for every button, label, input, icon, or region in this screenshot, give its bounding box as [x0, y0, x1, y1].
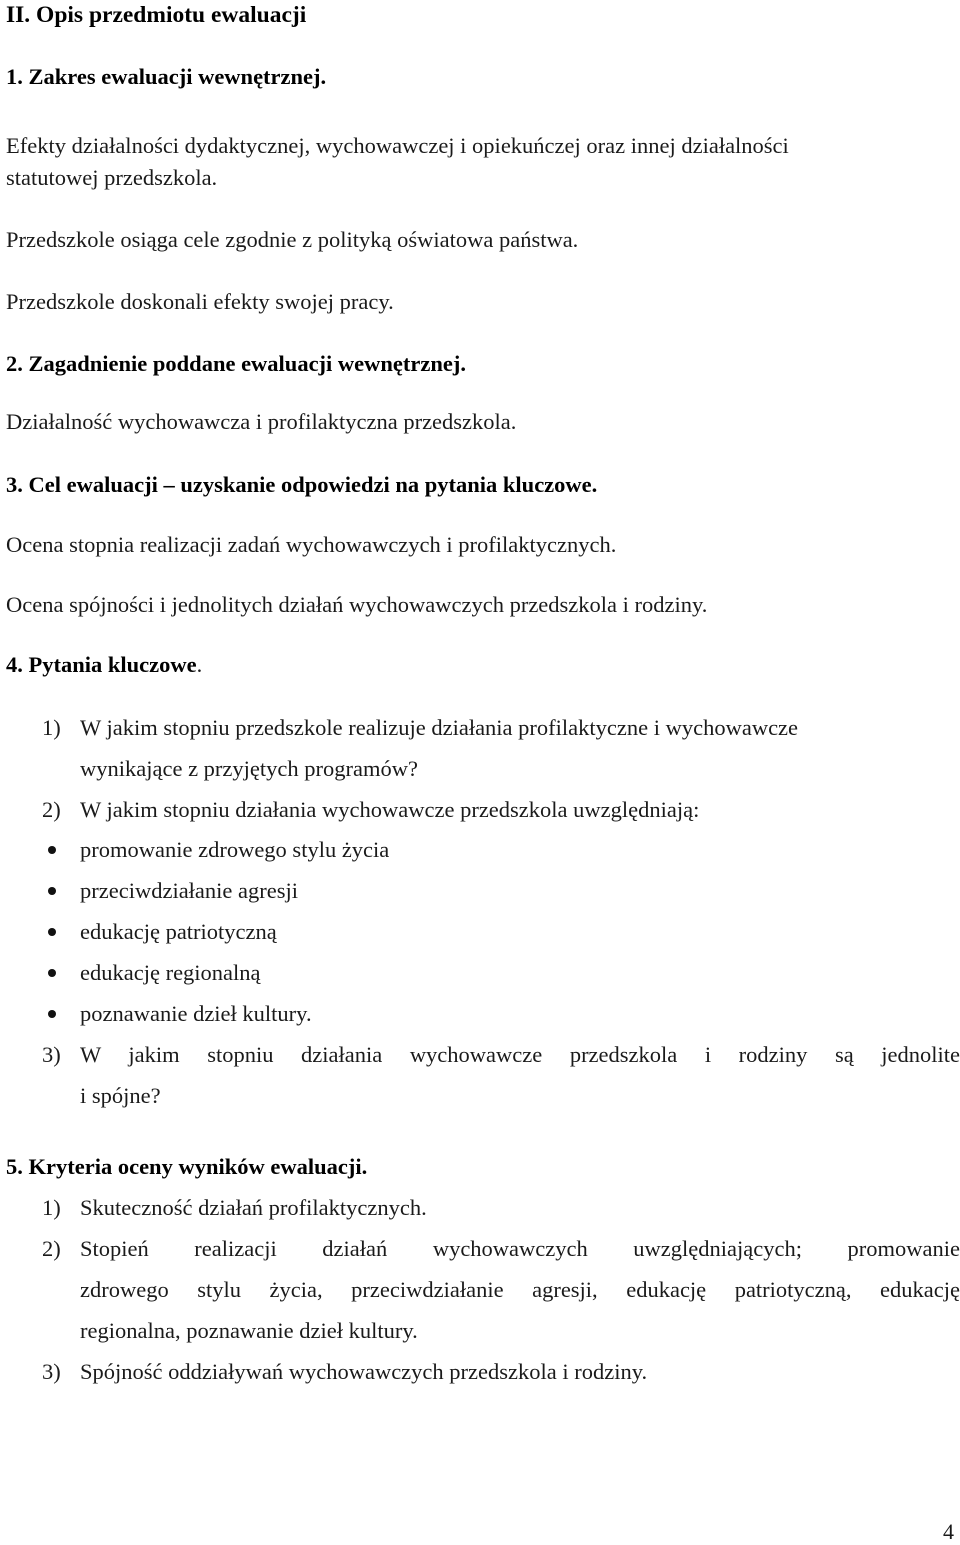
bullet-icon: [48, 928, 56, 936]
bullet-icon: [48, 846, 56, 854]
bullet-item-3: edukację patriotyczną: [80, 919, 277, 944]
question-2-number: 2): [42, 797, 61, 822]
bullet-item-2: przeciwdziałanie agresji: [80, 878, 299, 903]
question-3-line-1: W jakim stopniu działania wychowawcze przedszkola i rodziny są jednolite: [80, 1042, 960, 1067]
section-5-heading: 5. Kryteria oceny wyników ewaluacji.: [6, 1154, 368, 1179]
section-1-paragraph-line-1: Efekty działalności dydaktycznej, wychowawczej i opiekuńczej oraz innej działalności: [6, 133, 789, 158]
bullet-icon: [48, 887, 56, 895]
section-3-heading: 3. Cel ewaluacji – uzyskanie odpowiedzi na pytania kluczowe.: [6, 472, 598, 497]
section-4-heading-text: 4. Pytania kluczowe: [6, 652, 197, 677]
question-3-line-2: i spójne?: [80, 1083, 161, 1108]
section-1-paragraph-2: Przedszkole osiąga cele zgodnie z polityką oświatowa państwa.: [6, 227, 579, 252]
criterion-3-number: 3): [42, 1359, 61, 1384]
bullet-item-5: poznawanie dzieł kultury.: [80, 1001, 312, 1026]
criterion-2-line-1: Stopień realizacji działań wychowawczych uwzględniających; promowanie: [80, 1236, 960, 1261]
bullet-item-4: edukację regionalną: [80, 960, 261, 985]
question-1-number: 1): [42, 715, 61, 740]
question-3-number: 3): [42, 1042, 61, 1067]
bullet-icon: [48, 969, 56, 977]
section-3-paragraph-1: Ocena stopnia realizacji zadań wychowawczych i profilaktycznych.: [6, 532, 617, 557]
criterion-1-number: 1): [42, 1195, 61, 1220]
section-4-heading: [6, 651, 202, 679]
question-2-line-1: W jakim stopniu działania wychowawcze przedszkola uwzględniają:: [80, 797, 700, 822]
section-2-paragraph: Działalność wychowawcza i profilaktyczna przedszkola.: [6, 409, 517, 434]
section-1-paragraph-line-2: statutowej przedszkola.: [6, 165, 218, 190]
question-1-line-2: wynikające z przyjętych programów?: [80, 756, 418, 781]
section-1-heading: 1. Zakres ewaluacji wewnętrznej.: [6, 64, 327, 89]
criterion-3-line-1: Spójność oddziaływań wychowawczych przedszkola i rodziny.: [80, 1359, 648, 1384]
criterion-1-line-1: Skuteczność działań profilaktycznych.: [80, 1195, 427, 1220]
page-number: 4: [943, 1519, 954, 1544]
bullet-icon: [48, 1010, 56, 1018]
section-1-paragraph-3: Przedszkole doskonali efekty swojej pracy.: [6, 289, 394, 314]
criterion-2-number: 2): [42, 1236, 61, 1261]
section-4-heading-period: .: [196, 652, 203, 677]
criterion-2-line-3: regionalna, poznawanie dzieł kultury.: [80, 1318, 418, 1343]
question-1-line-1: W jakim stopniu przedszkole realizuje działania profilaktyczne i wychowawcze: [80, 715, 799, 740]
criterion-2-line-2: zdrowego stylu życia, przeciwdziałanie agresji, edukację patriotyczną, edukację: [80, 1277, 960, 1302]
section-3-paragraph-2: Ocena spójności i jednolitych działań wychowawczych przedszkola i rodziny.: [6, 592, 708, 617]
section-2-heading: 2. Zagadnienie poddane ewaluacji wewnętrznej.: [6, 351, 466, 376]
section-title: II. Opis przedmiotu ewaluacji: [6, 2, 307, 28]
bullet-item-1: promowanie zdrowego stylu życia: [80, 837, 390, 862]
